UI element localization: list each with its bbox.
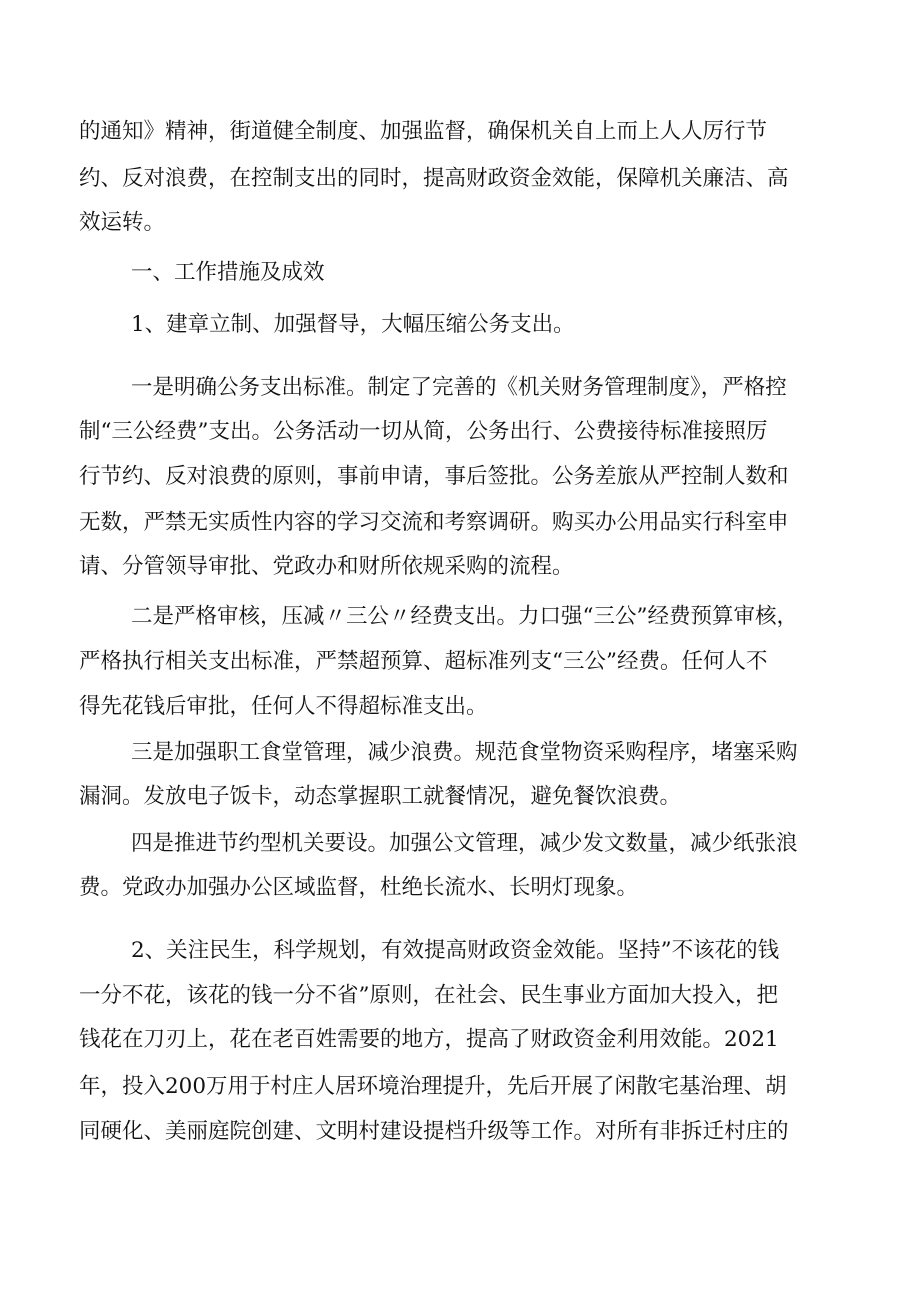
paragraph-line: 一分不花，该花的钱一分不省”原则，在社会、民生事业方面加大投入，把 [79, 983, 778, 1008]
paragraph-line: 一是明确公务支出标准。制定了完善的《机关财务管理制度》，严格控 [131, 375, 787, 400]
paragraph-line: 漏洞。发放电子饭卡，动态掌握职工就餐情况，避免餐饮浪费。 [79, 784, 682, 809]
paragraph-line: 约、反对浪费，在控制支出的同时，提高财政资金效能，保障机关廉洁、高 [79, 166, 789, 191]
paragraph-line: 效运转。 [79, 210, 166, 235]
paragraph-line: 三是加强职工食堂管理，减少浪费。规范食堂物资采购程序，堵塞采购 [131, 740, 798, 765]
paragraph-line: 同硬化、美丽庭院创建、文明村建设提档升级等工作。对所有非拆迁村庄的 [79, 1119, 789, 1144]
paragraph-line: 请、分管领导审批、党政办和财所依规采购的流程。 [79, 554, 574, 579]
paragraph-line: 制“三公经费”支出。公务活动一切从简，公务出行、公费接待标准接照厉 [79, 419, 768, 444]
paragraph-line: 四是推进节约型机关要设。加强公文管理，减少发文数量，减少纸张浪 [131, 831, 798, 856]
paragraph-line: 行节约、反对浪费的原则，事前申请，事后签批。公务差旅从严控制人数和 [79, 464, 789, 489]
paragraph-line: 的通知》精神，街道健全制度、加强监督，确保机关自上而上人人厉行节 [79, 119, 768, 144]
paragraph-line: 费。党政办加强办公区域监督，杜绝长流水、长明灯现象。 [79, 875, 639, 900]
subsection-heading: 1、建章立制、加强督导，大幅压缩公务支出。 [131, 312, 575, 337]
paragraph-line: 钱花在刀刃上，花在老百姓需要的地方，提高了财政资金利用效能。2021 [79, 1027, 779, 1052]
paragraph-line: 2、关注民生，科学规划，有效提高财政资金效能。坚持”不该花的钱 [131, 938, 780, 963]
paragraph-line: 二是严格审核，压减〃三公〃经费支出。力口强“三公”经费预算审核， [131, 604, 798, 629]
section-heading: 一、工作措施及成效 [131, 260, 325, 285]
paragraph-line: 得先花钱后审批，任何人不得超标准支出。 [79, 694, 488, 719]
paragraph-line: 无数，严禁无实质性内容的学习交流和考察调研。购买办公用品实行科室申 [79, 510, 789, 535]
paragraph-line: 年，投入200万用于村庄人居环境治理提升，先后开展了闲散宅基治理、胡 [79, 1074, 787, 1099]
paragraph-line: 严格执行相关支出标准，严禁超预算、超标准列支“三公”经费。任何人不 [79, 649, 768, 674]
